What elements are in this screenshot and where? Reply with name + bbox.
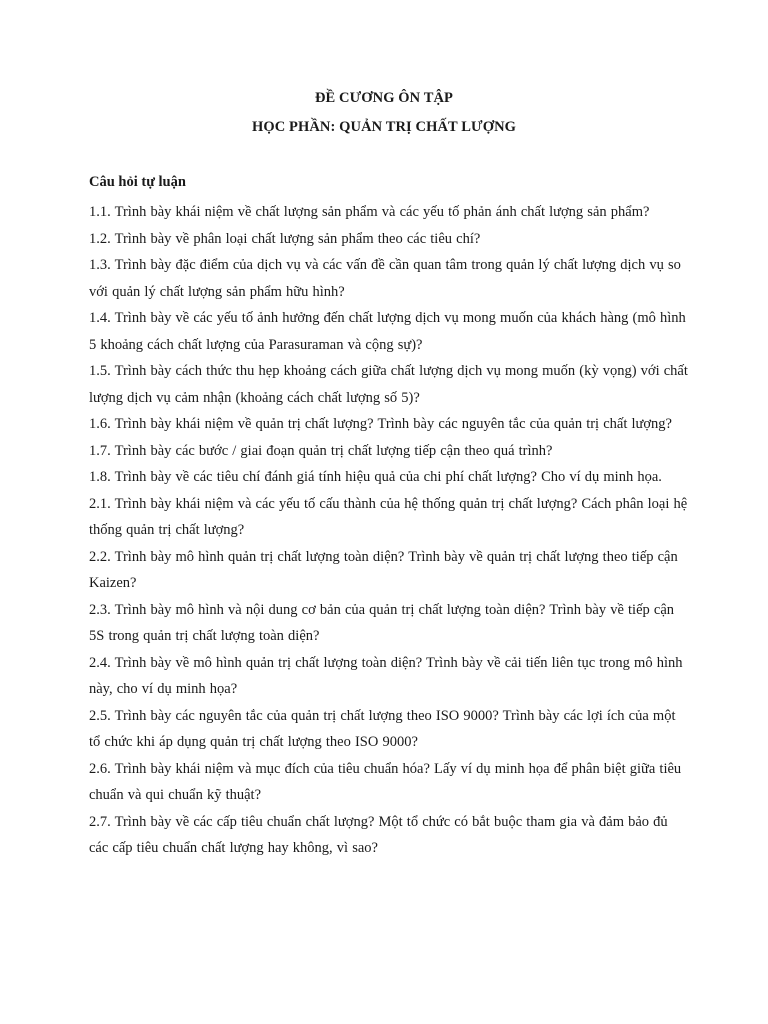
question-item: 1.2. Trình bày về phân loại chất lượng sản phẩm theo các tiêu chí? bbox=[89, 230, 481, 247]
question-item: 2.5. Trình bày các nguyên tắc của quản trị chất lượng theo ISO 9000? Trình bày các lợi ích của một tổ chức khi áp dụng quản trị chất lượng theo ISO 9000? bbox=[89, 707, 676, 750]
document-subtitle: HỌC PHẦN: QUẢN TRỊ CHẤT LƯỢNG bbox=[251, 119, 517, 135]
question-item: 2.2. Trình bày mô hình quản trị chất lượng toàn diện? Trình bày về quản trị chất lượng theo tiếp cận Kaizen? bbox=[89, 548, 678, 591]
question-item: 2.7. Trình bày về các cấp tiêu chuẩn chất lượng? Một tổ chức có bắt buộc tham gia và đảm bảo đủ các cấp tiêu chuẩn chất lượng hay không, vì sao? bbox=[89, 813, 668, 856]
question-item: 2.1. Trình bày khái niệm và các yếu tố cấu thành của hệ thống quản trị chất lượng? Cách phân loại hệ thống quản trị chất lượng? bbox=[89, 495, 688, 538]
question-list bbox=[89, 199, 689, 862]
question-item: 2.6. Trình bày khái niệm và mục đích của tiêu chuẩn hóa? Lấy ví dụ minh họa để phân biệt giữa tiêu chuẩn và qui chuẩn kỹ thuật? bbox=[89, 760, 682, 803]
question-item: 1.5. Trình bày cách thức thu hẹp khoảng cách giữa chất lượng dịch vụ mong muốn (kỳ vọng) với chất lượng dịch vụ cảm nhận (khoảng cách chất lượng số 5)? bbox=[89, 363, 688, 406]
question-item: 1.3. Trình bày đặc điểm của dịch vụ và các vấn đề cần quan tâm trong quản lý chất lượng dịch vụ so với quản lý chất lượng sản phẩm hữu hình? bbox=[89, 257, 681, 300]
question-item: 1.6. Trình bày khái niệm về quản trị chất lượng? Trình bày các nguyên tắc của quản trị chất lượng? bbox=[89, 416, 672, 432]
question-item: 1.8. Trình bày về các tiêu chí đánh giá tính hiệu quả của chi phí chất lượng? Cho ví dụ minh họa. bbox=[89, 469, 662, 485]
question-item: 1.1. Trình bày khái niệm về chất lượng sản phẩm và các yếu tố phản ánh chất lượng sản phẩm? bbox=[89, 204, 650, 220]
question-item: 1.7. Trình bày các bước / giai đoạn quản trị chất lượng tiếp cận theo quá trình? bbox=[89, 442, 553, 459]
question-item: 2.4. Trình bày về mô hình quản trị chất lượng toàn diện? Trình bày về cải tiến liên tục trong mô hình này, cho ví dụ minh họa? bbox=[89, 654, 683, 697]
section-heading: Câu hỏi tự luận bbox=[89, 174, 186, 190]
question-item: 1.4. Trình bày về các yếu tố ảnh hưởng đến chất lượng dịch vụ mong muốn của khách hàng (mô hình 5 khoảng cách chất lượng của Parasuraman và cộng sự)? bbox=[89, 310, 686, 353]
question-item: 2.3. Trình bày mô hình và nội dung cơ bản của quản trị chất lượng toàn diện? Trình bày về tiếp cận 5S trong quản trị chất lượng toàn diện? bbox=[89, 601, 675, 644]
document-title: ĐỀ CƯƠNG ÔN TẬP bbox=[314, 90, 454, 106]
